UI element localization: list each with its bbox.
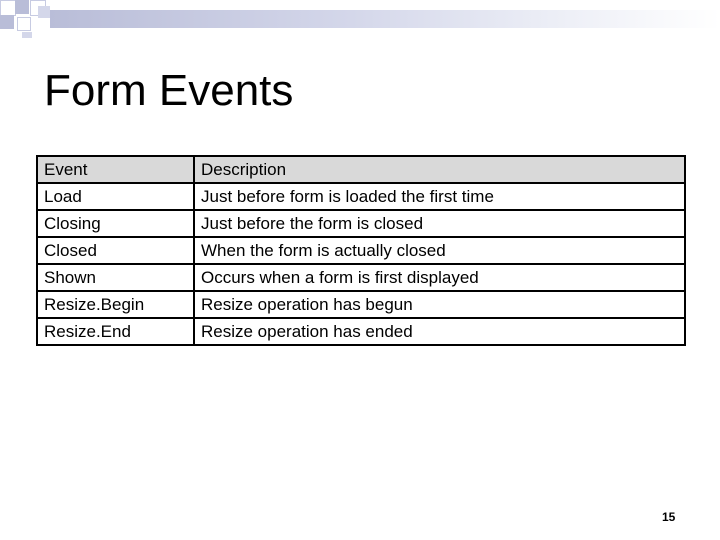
table-row: [37, 318, 685, 345]
table-row: [37, 264, 685, 291]
event-cell: Resize.End: [37, 318, 194, 345]
table-header-row: [37, 156, 685, 183]
decorative-square: [0, 15, 14, 29]
decorative-square: [22, 32, 32, 38]
decorative-square: [17, 17, 31, 31]
column-header-description: Description: [194, 156, 685, 183]
description-cell: When the form is actually closed: [194, 237, 685, 264]
decorative-square: [0, 0, 16, 16]
page-number: 15: [662, 510, 676, 524]
event-cell: Closing: [37, 210, 194, 237]
event-cell: Load: [37, 183, 194, 210]
table-row: [37, 291, 685, 318]
event-cell: Shown: [37, 264, 194, 291]
table-row: [37, 183, 685, 210]
event-cell: Closed: [37, 237, 194, 264]
column-header-event: Event: [37, 156, 194, 183]
table-row: [37, 237, 685, 264]
decorative-header-band: [0, 0, 720, 38]
description-cell: Resize operation has begun: [194, 291, 685, 318]
header-gradient-bar: [50, 10, 720, 28]
slide-title: Form Events: [44, 66, 294, 115]
description-cell: Resize operation has ended: [194, 318, 685, 345]
description-cell: Occurs when a form is first displayed: [194, 264, 685, 291]
description-cell: Just before form is loaded the first time: [194, 183, 685, 210]
description-cell: Just before the form is closed: [194, 210, 685, 237]
decorative-square: [38, 6, 50, 18]
form-events-table: [36, 155, 686, 346]
decorative-square: [15, 0, 29, 14]
event-cell: Resize.Begin: [37, 291, 194, 318]
table-row: [37, 210, 685, 237]
